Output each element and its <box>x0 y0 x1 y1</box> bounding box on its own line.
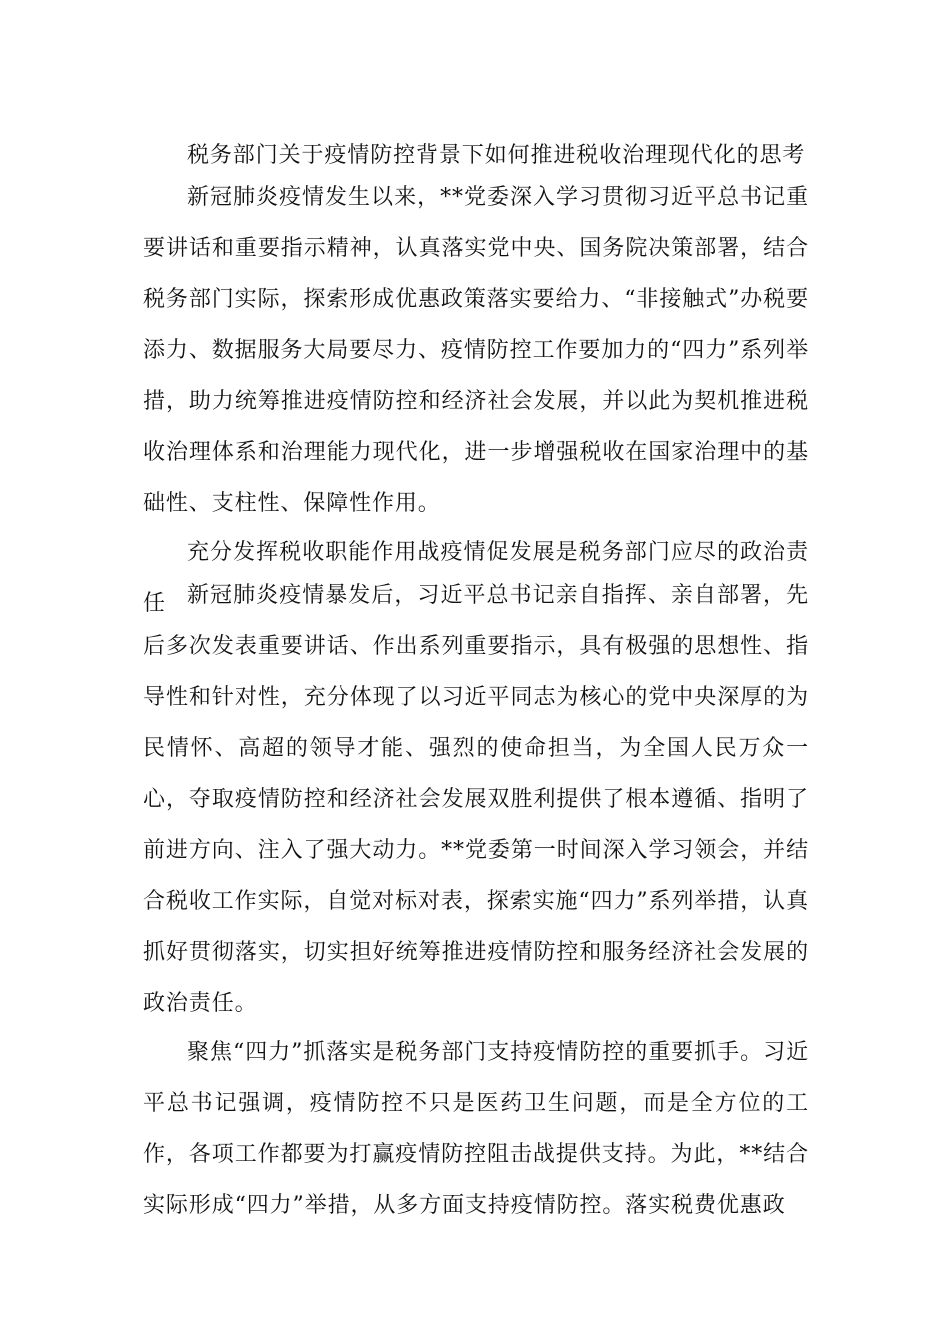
paragraph-intro: 新冠肺炎疫情发生以来，**党委深入学习贯彻习近平总书记重要讲话和重要指示精神，认真落实党中央、国务院决策部署，结合税务部门实际，探索形成优惠政策落实要给力、“非接触式”办税要添力、数据服务大局要尽力、疫情防控工作要加力的“四力”系列举措，助力统筹推进疫情防控和经济社会发展，并以此为契机推进税收治理体系和治理能力现代化，进一步增强税收在国家治理中的基础性、支柱性、保障性作用。 <box>143 185 809 516</box>
document-title: 税务部门关于疫情防控背景下如何推进税收治理现代化的思考 <box>187 143 806 168</box>
paragraph-body-continued: 聚焦“四力”抓落实是税务部门支持疫情防控的重要抓手。习近平总书记强调，疫情防控不只是医药卫生问题，而是全方位的工作，各项工作都要为打赢疫情防控阻击战提供支持。为此，**结合实际形成“四力”举措，从多方面支持疫情防控。落实税费优惠政 <box>143 1040 809 1218</box>
section-heading: 充分发挥税收职能作用战疫情促发展是税务部门应尽的政治责任 <box>143 540 809 616</box>
paragraph-body: 新冠肺炎疫情暴发后，习近平总书记亲自指挥、亲自部署，先后多次发表重要讲话、作出系列重要指示，具有极强的思想性、指导性和针对性，充分体现了以习近平同志为核心的党中央深厚的为民情怀、高超的领导才能、强烈的使命担当，为全国人民万众一心，夺取疫情防控和经济社会发展双胜利提供了根本遵循、指明了前进方向、注入了强大动力。**党委第一时间深入学习领会，并结合税收工作实际，自觉对标对表，探索实施“四力”系列举措，认真抓好贯彻落实，切实担好统筹推进疫情防控和服务经济社会发展的政治责任。 <box>143 583 809 1016</box>
